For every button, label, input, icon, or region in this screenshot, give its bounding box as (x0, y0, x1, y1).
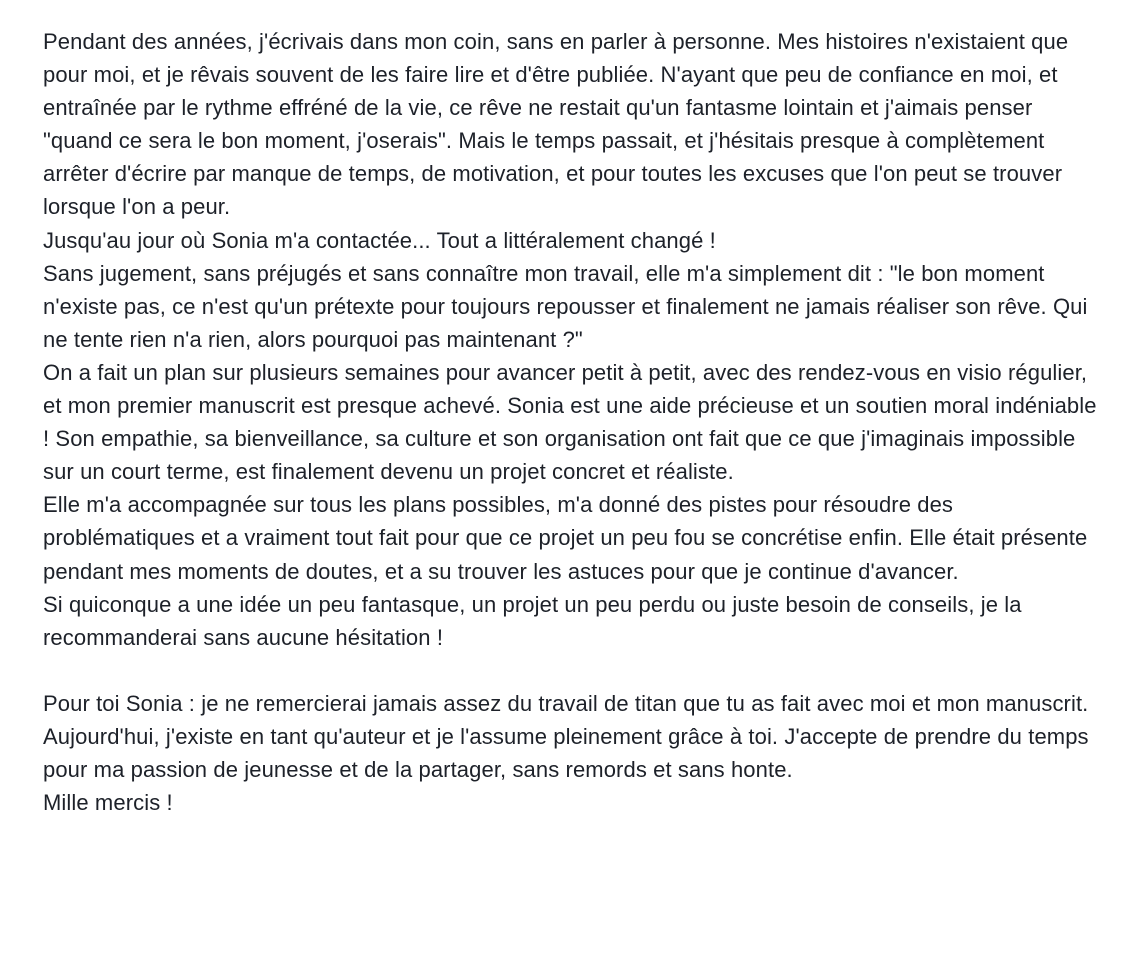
testimonial-text (43, 25, 1103, 819)
paragraph-spacer (43, 654, 1103, 687)
paragraph-intro: Pendant des années, j'écrivais dans mon coin, sans en parler à personne. Mes histoires n'existaient que pour moi, et je rêvais souvent de les faire lire et d'être publiée. N'ayant que peu de confiance en moi, et entraînée par le rythme effréné de la vie, ce rêve ne restait qu'un fantasme lointain et j'aimais penser "quand ce sera le bon moment, j'oserais". Mais le temps passait, et j'hésitais presque à complètement arrêter d'écrire par manque de temps, de motivation, et pour toutes les excuses que l'on peut se trouver lorsque l'on a peur. (43, 29, 1069, 220)
paragraph-support: Elle m'a accompagnée sur tous les plans possibles, m'a donné des pistes pour résoudre des problématiques et a vraiment tout fait pour que ce projet un peu fou se concrétise enfin. Elle était présente pendant mes moments de doutes, et a su trouver les astuces pour que je continue d'avancer. (43, 492, 1088, 584)
paragraph-plan: On a fait un plan sur plusieurs semaines pour avancer petit à petit, avec des rendez-vous en visio régulier, et mon premier manuscrit est presque achevé. Sonia est une aide précieuse et un soutien moral indéniable ! Son empathie, sa bienveillance, sa culture et son organisation ont fait que ce que j'imaginais impossible sur un court terme, est finalement devenu un projet concret et réaliste. (43, 359, 1097, 485)
paragraph-closing: Mille mercis ! (43, 790, 173, 816)
paragraph-thanks-sonia: Pour toi Sonia : je ne remercierai jamais assez du travail de titan que tu as fait avec moi et mon manuscrit. Aujourd'hui, j'existe en tant qu'auteur et je l'assume pleinement grâce à toi. J'accepte de prendre du temps pour ma passion de jeunesse et de la partager, sans remords et sans honte. (43, 690, 1089, 782)
paragraph-advice: Sans jugement, sans préjugés et sans connaître mon travail, elle m'a simplement dit : "le bon moment n'existe pas, ce n'est qu'un prétexte pour toujours repousser et finalement ne jamais réaliser son rêve. Qui ne tente rien n'a rien, alors pourquoi pas maintenant ?" (43, 260, 1088, 352)
paragraph-contact: Jusqu'au jour où Sonia m'a contactée... Tout a littéralement changé ! (43, 227, 716, 253)
paragraph-recommendation: Si quiconque a une idée un peu fantasque, un projet un peu perdu ou juste besoin de conseils, je la recommanderai sans aucune hésitation ! (43, 591, 1022, 650)
